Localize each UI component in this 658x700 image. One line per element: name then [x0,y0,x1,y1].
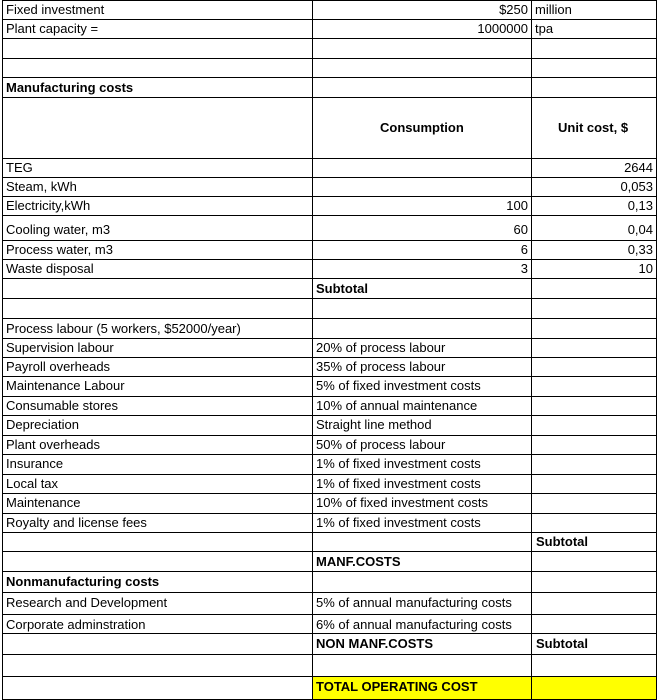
material-unit-cost: 0,33 [627,242,653,257]
total-operating-cost-label: TOTAL OPERATING COST [316,679,478,694]
labour-item-name: Process labour (5 workers, $52000/year) [6,321,241,336]
labour-subtotal-label: Subtotal [536,534,588,549]
nonmanufacturing-item-basis: 6% of annual manufacturing costs [316,617,512,632]
grid-line [2,493,657,494]
grid-line [2,592,657,593]
nonmanufacturing-item-name: Research and Development [6,595,168,610]
total-value-highlight [532,676,656,700]
grid-line [2,357,657,358]
grid-line [2,633,657,634]
grid-line [2,654,657,655]
grid-line [2,240,657,241]
labour-item-name: Royalty and license fees [6,515,147,530]
material-unit-cost: 2644 [624,160,653,175]
labour-item-name: Payroll overheads [6,359,111,374]
labour-item-name: Plant overheads [6,437,100,452]
grid-line [2,0,657,1]
fixed-investment-label: Fixed investment [6,2,105,17]
labour-item-name: Maintenance Labour [6,378,125,393]
material-name: Waste disposal [6,261,94,276]
labour-item-basis: 35% of process labour [316,359,446,374]
plant-capacity-label: Plant capacity = [6,21,99,36]
material-name: Cooling water, m3 [6,222,111,237]
labour-item-basis: 50% of process labour [316,437,446,452]
non-manf-costs-label: NON MANF.COSTS [316,636,433,651]
grid-line [2,676,657,677]
labour-item-basis: 1% of fixed investment costs [316,515,481,530]
labour-item-basis: 20% of process labour [316,340,446,355]
grid-line [2,158,657,159]
grid-line [2,415,657,416]
labour-item-name: Insurance [6,456,64,471]
unit-cost-column-header: Unit cost, $ [558,120,629,135]
grid-line [2,474,657,475]
materials-subtotal-label: Subtotal [316,281,368,296]
labour-item-basis: 1% of fixed investment costs [316,476,481,491]
grid-line [2,513,657,514]
labour-item-basis: 5% of fixed investment costs [316,378,481,393]
nonmanufacturing-costs-heading: Nonmanufacturing costs [6,574,160,589]
material-unit-cost: 10 [638,261,653,276]
labour-item-basis: 1% of fixed investment costs [316,456,481,471]
grid-line [2,177,657,178]
labour-item-name: Maintenance [6,495,81,510]
consumption-column-header: Consumption [380,120,464,135]
grid-left-border [2,0,3,700]
grid-line [2,396,657,397]
material-consumption: 60 [513,222,528,237]
material-name: TEG [6,160,33,175]
grid-line [2,532,657,533]
grid-line [2,259,657,260]
labour-item-name: Depreciation [6,417,79,432]
material-consumption: 3 [520,261,528,276]
manufacturing-costs-heading: Manufacturing costs [6,80,134,95]
grid-line [2,376,657,377]
labour-item-basis: 10% of fixed investment costs [316,495,488,510]
grid-col-divider-2 [531,0,532,700]
labour-item-basis: Straight line method [316,417,432,432]
grid-line [2,551,657,552]
grid-line [2,318,657,319]
grid-col-divider-1 [312,0,313,700]
grid-line [2,19,657,20]
fixed-investment-unit: million [535,2,572,17]
grid-line [2,435,657,436]
grid-line [2,278,657,279]
grid-line [2,571,657,572]
labour-item-name: Consumable stores [6,398,118,413]
material-consumption: 100 [506,198,528,213]
material-name: Steam, kWh [6,179,77,194]
grid-line [2,58,657,59]
nonmanufacturing-item-basis: 5% of annual manufacturing costs [316,595,512,610]
grid-line [2,196,657,197]
labour-item-name: Supervision labour [6,340,114,355]
fixed-investment-value: $250 [499,2,528,17]
material-consumption: 6 [520,242,528,257]
grid-line [2,298,657,299]
labour-item-basis: 10% of annual maintenance [316,398,478,413]
grid-line [2,97,657,98]
grid-line [2,614,657,615]
non-manf-subtotal-label: Subtotal [536,636,588,651]
grid-line [2,454,657,455]
grid-line [2,338,657,339]
material-unit-cost: 0,13 [627,198,653,213]
material-name: Process water, m3 [6,242,113,257]
plant-capacity-unit: tpa [535,21,554,36]
material-name: Electricity,kWh [6,198,91,213]
grid-line [2,215,657,216]
grid-line [2,38,657,39]
nonmanufacturing-item-name: Corporate adminstration [6,617,146,632]
grid-right-border [656,0,657,700]
labour-item-name: Local tax [6,476,59,491]
plant-capacity-value: 1000000 [477,21,528,36]
material-unit-cost: 0,04 [627,222,653,237]
grid-line [2,77,657,78]
material-unit-cost: 0,053 [620,179,653,194]
manf-costs-label: MANF.COSTS [316,554,401,569]
